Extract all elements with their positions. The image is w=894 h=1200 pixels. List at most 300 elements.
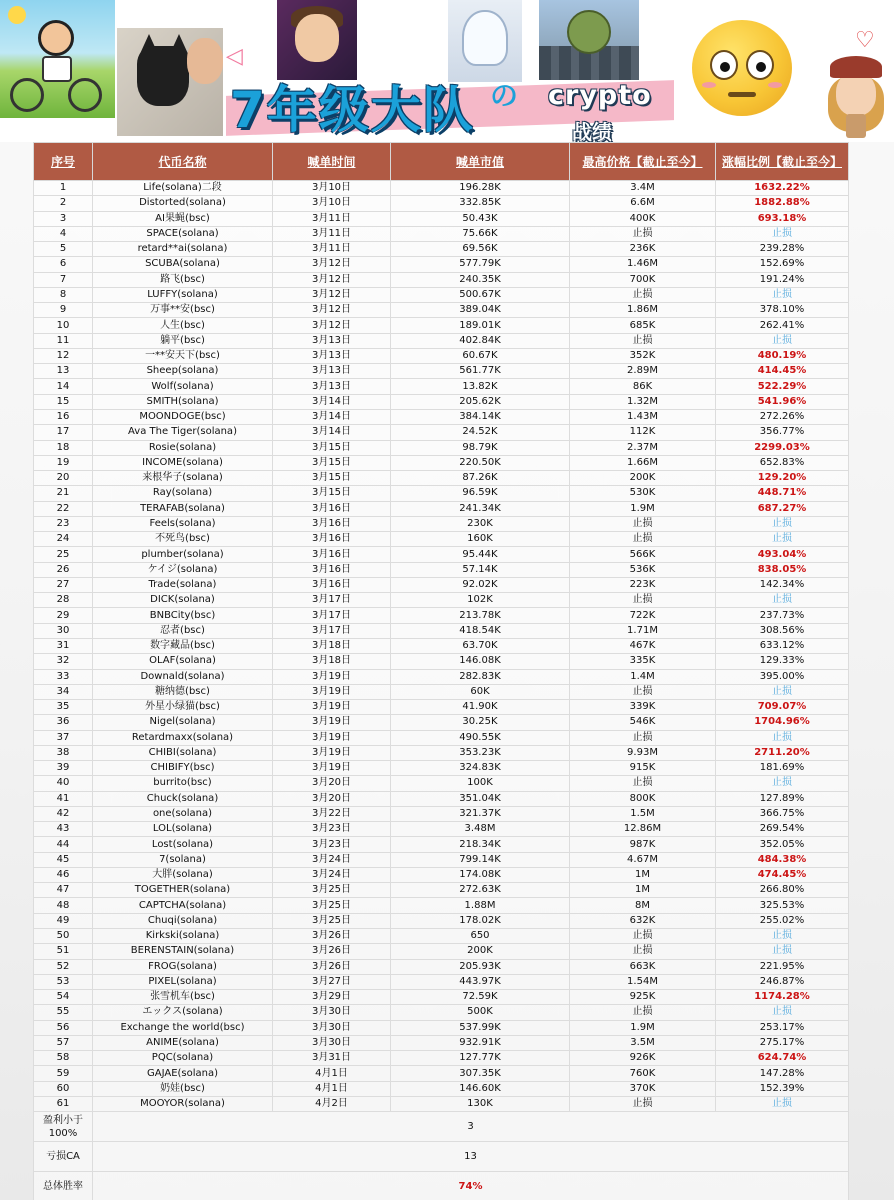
cell-call-time: 3月22日	[273, 806, 391, 821]
cell-highest-price: 339K	[570, 700, 716, 715]
table-row	[34, 379, 849, 394]
cell-call-time: 3月10日	[273, 196, 391, 211]
cell-highest-price: 止损	[570, 1096, 716, 1111]
cell-gain-ratio: 147.28%	[716, 1066, 849, 1081]
cell-index: 14	[34, 379, 93, 394]
cell-call-mcap: 30.25K	[391, 715, 570, 730]
crypto-title: crypto	[548, 80, 652, 111]
dog-figure	[137, 46, 189, 106]
cell-call-mcap: 174.08K	[391, 867, 570, 882]
cell-gain-ratio: 484.38%	[716, 852, 849, 867]
cell-index: 2	[34, 196, 93, 211]
cell-highest-price: 止损	[570, 333, 716, 348]
cell-token-name: BERENSTAIN(solana)	[93, 944, 273, 959]
cell-highest-price: 止损	[570, 776, 716, 791]
table-row	[34, 303, 849, 318]
cell-token-name: 张雪机车(bsc)	[93, 990, 273, 1005]
cell-highest-price: 4.67M	[570, 852, 716, 867]
boy-face	[295, 14, 339, 62]
cell-call-time: 3月17日	[273, 593, 391, 608]
cell-token-name: 数字藏品(bsc)	[93, 638, 273, 653]
cell-gain-ratio: 止损	[716, 684, 849, 699]
table-row	[34, 196, 849, 211]
cell-index: 10	[34, 318, 93, 333]
cell-index: 60	[34, 1081, 93, 1096]
cell-token-name: GAJAE(solana)	[93, 1066, 273, 1081]
cell-gain-ratio: 269.54%	[716, 822, 849, 837]
cell-index: 37	[34, 730, 93, 745]
cell-gain-ratio: 246.87%	[716, 974, 849, 989]
table-row	[34, 929, 849, 944]
cell-token-name: Sheep(solana)	[93, 364, 273, 379]
cell-index: 23	[34, 516, 93, 531]
table-row	[34, 333, 849, 348]
table-header-row	[34, 143, 849, 181]
cell-gain-ratio: 414.45%	[716, 364, 849, 379]
cell-call-time: 3月11日	[273, 211, 391, 226]
cell-index: 42	[34, 806, 93, 821]
cell-call-time: 3月24日	[273, 867, 391, 882]
table-row	[34, 867, 849, 882]
cell-token-name: エックス(solana)	[93, 1005, 273, 1020]
cell-highest-price: 止损	[570, 287, 716, 302]
cell-token-name: INCOME(solana)	[93, 455, 273, 470]
cell-call-mcap: 98.79K	[391, 440, 570, 455]
cell-call-mcap: 213.78K	[391, 608, 570, 623]
cell-call-time: 3月13日	[273, 348, 391, 363]
cell-index: 43	[34, 822, 93, 837]
table-row	[34, 837, 849, 852]
table-row	[34, 394, 849, 409]
cell-index: 29	[34, 608, 93, 623]
table-row	[34, 1035, 849, 1050]
cell-highest-price: 1.9M	[570, 1020, 716, 1035]
cell-call-time: 3月26日	[273, 929, 391, 944]
cell-highest-price: 632K	[570, 913, 716, 928]
cell-highest-price: 止损	[570, 516, 716, 531]
cell-token-name: burrito(bsc)	[93, 776, 273, 791]
col-header-index: 序号	[34, 143, 93, 181]
cell-call-time: 4月1日	[273, 1081, 391, 1096]
cell-index: 31	[34, 638, 93, 653]
cell-index: 17	[34, 425, 93, 440]
cell-index: 40	[34, 776, 93, 791]
table-row	[34, 913, 849, 928]
cell-call-mcap: 3.48M	[391, 822, 570, 837]
cell-call-mcap: 324.83K	[391, 761, 570, 776]
cell-gain-ratio: 止损	[716, 593, 849, 608]
cell-call-time: 3月17日	[273, 623, 391, 638]
cell-gain-ratio: 止损	[716, 1005, 849, 1020]
girl-face	[836, 72, 876, 116]
cell-gain-ratio: 275.17%	[716, 1035, 849, 1050]
cell-highest-price: 止损	[570, 929, 716, 944]
cell-call-mcap: 69.56K	[391, 242, 570, 257]
cell-index: 35	[34, 700, 93, 715]
cell-highest-price: 370K	[570, 1081, 716, 1096]
cell-call-time: 3月10日	[273, 181, 391, 196]
cell-call-time: 3月19日	[273, 684, 391, 699]
cell-call-time: 3月16日	[273, 501, 391, 516]
cell-call-mcap: 130K	[391, 1096, 570, 1111]
cell-call-mcap: 490.55K	[391, 730, 570, 745]
cell-token-name: Trade(solana)	[93, 577, 273, 592]
girl-with-coffee-image	[820, 48, 894, 142]
cell-highest-price: 1.86M	[570, 303, 716, 318]
cell-highest-price: 止损	[570, 730, 716, 745]
cell-gain-ratio: 止损	[716, 333, 849, 348]
cell-index: 58	[34, 1051, 93, 1066]
table-row	[34, 226, 849, 241]
cell-call-mcap: 321.37K	[391, 806, 570, 821]
cell-gain-ratio: 272.26%	[716, 409, 849, 424]
cell-gain-ratio: 129.33%	[716, 654, 849, 669]
cell-index: 6	[34, 257, 93, 272]
coffee-cup	[846, 114, 866, 138]
cell-highest-price: 止损	[570, 593, 716, 608]
cell-gain-ratio: 262.41%	[716, 318, 849, 333]
cell-gain-ratio: 366.75%	[716, 806, 849, 821]
sun-icon	[8, 6, 26, 24]
cell-index: 36	[34, 715, 93, 730]
cell-highest-price: 1.4M	[570, 669, 716, 684]
kid-figure	[38, 20, 74, 56]
cell-call-time: 3月30日	[273, 1005, 391, 1020]
cell-call-time: 3月29日	[273, 990, 391, 1005]
cell-gain-ratio: 352.05%	[716, 837, 849, 852]
cell-highest-price: 400K	[570, 211, 716, 226]
cell-highest-price: 915K	[570, 761, 716, 776]
cell-token-name: 来根华子(solana)	[93, 471, 273, 486]
cell-gain-ratio: 395.00%	[716, 669, 849, 684]
emoji-eye-left	[710, 50, 738, 80]
cell-call-time: 3月15日	[273, 440, 391, 455]
cell-highest-price: 1.54M	[570, 974, 716, 989]
cell-token-name: plumber(solana)	[93, 547, 273, 562]
cell-call-time: 3月27日	[273, 974, 391, 989]
cell-highest-price: 1.43M	[570, 409, 716, 424]
cell-token-name: 奶娃(bsc)	[93, 1081, 273, 1096]
cell-gain-ratio: 181.69%	[716, 761, 849, 776]
summary-row-loss	[34, 1142, 849, 1172]
cell-highest-price: 86K	[570, 379, 716, 394]
cell-highest-price: 12.86M	[570, 822, 716, 837]
cell-call-mcap: 799.14K	[391, 852, 570, 867]
cell-index: 18	[34, 440, 93, 455]
cell-call-time: 3月15日	[273, 455, 391, 470]
table-row	[34, 654, 849, 669]
table-row	[34, 486, 849, 501]
cell-index: 49	[34, 913, 93, 928]
cell-call-mcap: 205.93K	[391, 959, 570, 974]
cell-token-name: 一**安天下(bsc)	[93, 348, 273, 363]
cell-call-mcap: 13.82K	[391, 379, 570, 394]
cell-call-mcap: 561.77K	[391, 364, 570, 379]
cell-gain-ratio: 129.20%	[716, 471, 849, 486]
cell-highest-price: 546K	[570, 715, 716, 730]
cell-gain-ratio: 止损	[716, 929, 849, 944]
cell-token-name: 7(solana)	[93, 852, 273, 867]
cell-gain-ratio: 239.28%	[716, 242, 849, 257]
cell-call-time: 3月30日	[273, 1020, 391, 1035]
cell-call-time: 3月25日	[273, 913, 391, 928]
cell-call-mcap: 537.99K	[391, 1020, 570, 1035]
cell-call-mcap: 272.63K	[391, 883, 570, 898]
cell-highest-price: 6.6M	[570, 196, 716, 211]
table-row	[34, 1096, 849, 1111]
cell-token-name: LOL(solana)	[93, 822, 273, 837]
cell-highest-price: 663K	[570, 959, 716, 974]
cartoon-boy-image	[277, 0, 357, 80]
table-row	[34, 577, 849, 592]
cell-token-name: MOONDOGE(bsc)	[93, 409, 273, 424]
cell-call-mcap: 384.14K	[391, 409, 570, 424]
cell-index: 11	[34, 333, 93, 348]
cell-call-time: 3月16日	[273, 577, 391, 592]
cell-highest-price: 1M	[570, 883, 716, 898]
summary-value: 74%	[93, 1172, 849, 1200]
table-body	[34, 181, 849, 1112]
emoji-eye-right	[746, 50, 774, 80]
cell-gain-ratio: 308.56%	[716, 623, 849, 638]
cell-gain-ratio: 止损	[716, 1096, 849, 1111]
cell-highest-price: 止损	[570, 532, 716, 547]
summary-label: 亏损CA	[34, 1142, 93, 1172]
table-row	[34, 471, 849, 486]
cell-call-time: 3月19日	[273, 715, 391, 730]
cell-call-time: 3月15日	[273, 471, 391, 486]
cell-gain-ratio: 709.07%	[716, 700, 849, 715]
cell-index: 27	[34, 577, 93, 592]
cell-call-mcap: 160K	[391, 532, 570, 547]
cell-index: 7	[34, 272, 93, 287]
cell-call-mcap: 60.67K	[391, 348, 570, 363]
cell-gain-ratio: 止损	[716, 226, 849, 241]
cell-call-time: 3月19日	[273, 700, 391, 715]
cell-highest-price: 2.37M	[570, 440, 716, 455]
cell-index: 55	[34, 1005, 93, 1020]
cell-gain-ratio: 1882.88%	[716, 196, 849, 211]
cell-token-name: retard**ai(solana)	[93, 242, 273, 257]
cell-highest-price: 223K	[570, 577, 716, 592]
cell-index: 5	[34, 242, 93, 257]
cell-token-name: CAPTCHA(solana)	[93, 898, 273, 913]
cell-call-mcap: 1.88M	[391, 898, 570, 913]
cell-highest-price: 722K	[570, 608, 716, 623]
table-row	[34, 852, 849, 867]
cell-call-mcap: 443.97K	[391, 974, 570, 989]
cell-gain-ratio: 253.17%	[716, 1020, 849, 1035]
table-row	[34, 1066, 849, 1081]
table-row	[34, 1051, 849, 1066]
table-row	[34, 532, 849, 547]
cell-call-time: 3月25日	[273, 898, 391, 913]
cell-highest-price: 1.9M	[570, 501, 716, 516]
cell-token-name: Nigel(solana)	[93, 715, 273, 730]
cell-highest-price: 3.5M	[570, 1035, 716, 1050]
cell-token-name: CHIBIFY(bsc)	[93, 761, 273, 776]
cell-token-name: Distorted(solana)	[93, 196, 273, 211]
cell-index: 50	[34, 929, 93, 944]
cell-call-mcap: 41.90K	[391, 700, 570, 715]
table-row	[34, 272, 849, 287]
cell-call-time: 4月1日	[273, 1066, 391, 1081]
cell-call-time: 3月30日	[273, 1035, 391, 1050]
cell-gain-ratio: 止损	[716, 944, 849, 959]
cell-token-name: AI果蝇(bsc)	[93, 211, 273, 226]
cell-token-name: BNBCity(bsc)	[93, 608, 273, 623]
cell-gain-ratio: 止损	[716, 730, 849, 745]
cell-call-mcap: 351.04K	[391, 791, 570, 806]
cell-index: 9	[34, 303, 93, 318]
cell-call-time: 3月23日	[273, 822, 391, 837]
cell-call-mcap: 63.70K	[391, 638, 570, 653]
table-row	[34, 974, 849, 989]
cell-gain-ratio: 142.34%	[716, 577, 849, 592]
table-row	[34, 776, 849, 791]
cell-index: 53	[34, 974, 93, 989]
cell-gain-ratio: 624.74%	[716, 1051, 849, 1066]
cell-gain-ratio: 652.83%	[716, 455, 849, 470]
cell-gain-ratio: 541.96%	[716, 394, 849, 409]
cell-index: 3	[34, 211, 93, 226]
col-header-call-mcap: 喊单市值	[391, 143, 570, 181]
cell-token-name: LUFFY(solana)	[93, 287, 273, 302]
cell-gain-ratio: 522.29%	[716, 379, 849, 394]
cell-index: 52	[34, 959, 93, 974]
header-banner	[0, 0, 894, 142]
cell-gain-ratio: 191.24%	[716, 272, 849, 287]
cell-call-time: 3月19日	[273, 730, 391, 745]
cell-index: 20	[34, 471, 93, 486]
cell-call-time: 3月16日	[273, 547, 391, 562]
cell-highest-price: 200K	[570, 471, 716, 486]
record-subtitle: 战绩	[572, 120, 612, 142]
cell-token-name: ケイジ(solana)	[93, 562, 273, 577]
flushed-emoji-image	[672, 0, 820, 142]
cell-gain-ratio: 止损	[716, 532, 849, 547]
cell-token-name: FROG(solana)	[93, 959, 273, 974]
table-row	[34, 409, 849, 424]
col-header-call-time: 喊单时间	[273, 143, 391, 181]
cell-highest-price: 467K	[570, 638, 716, 653]
emoji-cheek-right	[768, 82, 782, 88]
emoji-mouth	[728, 92, 756, 97]
cell-call-time: 3月12日	[273, 287, 391, 302]
page-title: 7年级大队	[230, 81, 475, 139]
table-row	[34, 638, 849, 653]
cell-highest-price: 1.71M	[570, 623, 716, 638]
kid-shirt	[42, 56, 72, 82]
cell-call-time: 3月26日	[273, 959, 391, 974]
table-row	[34, 211, 849, 226]
table-row	[34, 1081, 849, 1096]
cell-highest-price: 1.46M	[570, 257, 716, 272]
table-row	[34, 883, 849, 898]
cell-highest-price: 536K	[570, 562, 716, 577]
cell-highest-price: 530K	[570, 486, 716, 501]
cell-call-mcap: 307.35K	[391, 1066, 570, 1081]
cell-call-time: 3月19日	[273, 745, 391, 760]
cell-index: 32	[34, 654, 93, 669]
cell-token-name: CHIBI(solana)	[93, 745, 273, 760]
cell-token-name: 人生(bsc)	[93, 318, 273, 333]
cell-token-name: OLAF(solana)	[93, 654, 273, 669]
cyclist-kid-image	[0, 0, 115, 118]
table-row	[34, 684, 849, 699]
bike-wheel-back	[68, 78, 102, 112]
cell-highest-price: 1.5M	[570, 806, 716, 821]
cell-token-name: 不死鸟(bsc)	[93, 532, 273, 547]
cell-call-mcap: 95.44K	[391, 547, 570, 562]
cell-gain-ratio: 448.71%	[716, 486, 849, 501]
cell-call-mcap: 57.14K	[391, 562, 570, 577]
cell-call-mcap: 100K	[391, 776, 570, 791]
cell-highest-price: 止损	[570, 944, 716, 959]
cell-token-name: one(solana)	[93, 806, 273, 821]
table-row	[34, 791, 849, 806]
cell-gain-ratio: 1704.96%	[716, 715, 849, 730]
cell-call-mcap: 127.77K	[391, 1051, 570, 1066]
cell-index: 24	[34, 532, 93, 547]
cell-call-mcap: 389.04K	[391, 303, 570, 318]
cell-token-name: 大胖(solana)	[93, 867, 273, 882]
table-row	[34, 959, 849, 974]
cell-index: 15	[34, 394, 93, 409]
cell-index: 46	[34, 867, 93, 882]
cell-gain-ratio: 止损	[716, 776, 849, 791]
emoji-cheek-left	[702, 82, 716, 88]
cell-gain-ratio: 480.19%	[716, 348, 849, 363]
cell-index: 13	[34, 364, 93, 379]
cell-call-mcap: 92.02K	[391, 577, 570, 592]
girl-hat	[830, 56, 882, 78]
cell-index: 44	[34, 837, 93, 852]
cell-call-mcap: 240.35K	[391, 272, 570, 287]
cell-call-mcap: 50.43K	[391, 211, 570, 226]
cell-gain-ratio: 221.95%	[716, 959, 849, 974]
cell-token-name: ANIME(solana)	[93, 1035, 273, 1050]
cell-index: 21	[34, 486, 93, 501]
cell-gain-ratio: 2299.03%	[716, 440, 849, 455]
cell-call-time: 3月12日	[273, 272, 391, 287]
cell-index: 38	[34, 745, 93, 760]
cell-highest-price: 9.93M	[570, 745, 716, 760]
cell-call-time: 3月14日	[273, 409, 391, 424]
cell-highest-price: 685K	[570, 318, 716, 333]
cell-gain-ratio: 687.27%	[716, 501, 849, 516]
cell-index: 59	[34, 1066, 93, 1081]
table-row	[34, 593, 849, 608]
cell-index: 33	[34, 669, 93, 684]
cell-gain-ratio: 693.18%	[716, 211, 849, 226]
table-row	[34, 700, 849, 715]
cell-highest-price: 566K	[570, 547, 716, 562]
cell-highest-price: 1.32M	[570, 394, 716, 409]
token-record-table	[33, 142, 849, 1200]
cell-index: 39	[34, 761, 93, 776]
cell-highest-price: 925K	[570, 990, 716, 1005]
cell-token-name: 忍者(bsc)	[93, 623, 273, 638]
cell-call-mcap: 650	[391, 929, 570, 944]
cell-call-mcap: 500K	[391, 1005, 570, 1020]
cell-token-name: Downald(solana)	[93, 669, 273, 684]
cell-call-time: 3月14日	[273, 425, 391, 440]
cell-highest-price: 止损	[570, 226, 716, 241]
table-row	[34, 242, 849, 257]
cell-call-time: 3月13日	[273, 333, 391, 348]
cell-index: 25	[34, 547, 93, 562]
